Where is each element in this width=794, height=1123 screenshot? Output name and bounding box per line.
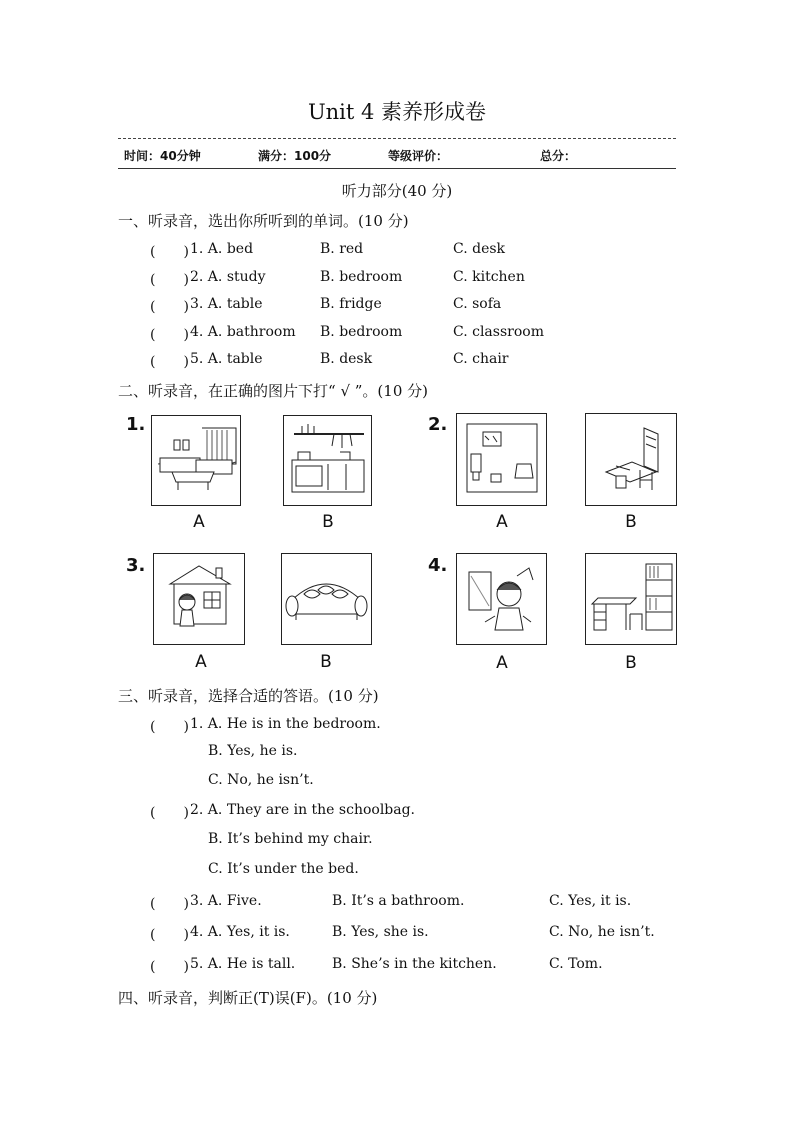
option-a: 2. A. study xyxy=(190,269,266,285)
option-b: B. Yes, she is. xyxy=(332,924,429,940)
picture-1b-kitchen[interactable] xyxy=(283,415,372,506)
picture-3b-sofa[interactable] xyxy=(281,553,372,645)
score-info: 满分：100分 xyxy=(258,149,332,163)
picture-2a-bedroom[interactable] xyxy=(456,413,547,506)
option-b: B. Yes, he is. xyxy=(208,743,298,759)
answer-blank[interactable]: ( ) xyxy=(150,354,189,370)
answer-blank[interactable]: ( ) xyxy=(150,805,189,821)
picture-1a-living-room[interactable] xyxy=(151,415,241,506)
option-a: 5. A. He is tall. xyxy=(190,956,296,972)
option-c: C. classroom xyxy=(453,324,544,340)
picture-4a-girl[interactable] xyxy=(456,553,547,645)
option-c: C. sofa xyxy=(453,296,502,312)
section-3-heading: 三、听录音，选择合适的答语。(10 分) xyxy=(118,687,379,705)
picture-number-3: 3. xyxy=(126,555,146,576)
answer-blank[interactable]: ( ) xyxy=(150,719,189,735)
picture-2b-study[interactable] xyxy=(585,413,677,506)
label-4b: B xyxy=(625,653,637,673)
label-3a: A xyxy=(195,652,207,672)
section-1-heading: 一、听录音，选出你所听到的单词。(10 分) xyxy=(118,212,409,230)
section-4-heading: 四、听录音，判断正(T)误(F)。(10 分) xyxy=(118,989,378,1007)
answer-blank[interactable]: ( ) xyxy=(150,299,189,315)
label-2b: B xyxy=(625,512,637,532)
listening-part-heading: 听力部分(40 分) xyxy=(341,182,453,200)
option-b: B. desk xyxy=(320,351,373,367)
option-b: B. fridge xyxy=(320,296,382,312)
option-a: 5. A. table xyxy=(190,351,263,367)
page-title: Unit 4 素养形成卷 xyxy=(307,100,487,124)
option-c: C. kitchen xyxy=(453,269,525,285)
answer-blank[interactable]: ( ) xyxy=(150,927,189,943)
picture-4b-desk-bookshelf[interactable] xyxy=(585,553,677,645)
answer-blank[interactable]: ( ) xyxy=(150,327,189,343)
option-c: C. It’s under the bed. xyxy=(208,861,359,877)
picture-number-4: 4. xyxy=(428,555,448,576)
label-2a: A xyxy=(496,512,508,532)
option-c: C. desk xyxy=(453,241,506,257)
answer-blank[interactable]: ( ) xyxy=(150,272,189,288)
option-a: 2. A. They are in the schoolbag. xyxy=(190,802,416,818)
option-a: 3. A. table xyxy=(190,296,263,312)
answer-blank[interactable]: ( ) xyxy=(150,959,189,975)
option-a: 1. A. He is in the bedroom. xyxy=(190,716,381,732)
dashed-divider xyxy=(118,138,676,139)
option-a: 3. A. Five. xyxy=(190,893,262,909)
picture-number-1: 1. xyxy=(126,414,146,435)
grade-info: 等级评价： xyxy=(388,149,449,163)
label-4a: A xyxy=(496,653,508,673)
picture-number-2: 2. xyxy=(428,414,448,435)
label-3b: B xyxy=(320,652,332,672)
label-1a: A xyxy=(193,512,205,532)
section-2-heading: 二、听录音，在正确的图片下打“ √ ”。(10 分) xyxy=(118,382,428,400)
option-c: C. Yes, it is. xyxy=(549,893,632,909)
answer-blank[interactable]: ( ) xyxy=(150,896,189,912)
option-b: B. She’s in the kitchen. xyxy=(332,956,497,972)
option-a: 4. A. bathroom xyxy=(190,324,296,340)
solid-divider xyxy=(118,168,676,169)
option-c: C. Tom. xyxy=(549,956,603,972)
option-a: 4. A. Yes, it is. xyxy=(190,924,290,940)
option-a: 1. A. bed xyxy=(190,241,254,257)
option-b: B. It’s a bathroom. xyxy=(332,893,465,909)
label-1b: B xyxy=(322,512,334,532)
option-c: C. No, he isn’t. xyxy=(208,772,314,788)
option-c: C. No, he isn’t. xyxy=(549,924,655,940)
picture-3a-house[interactable] xyxy=(153,553,245,645)
option-b: B. It’s behind my chair. xyxy=(208,831,373,847)
answer-blank[interactable]: ( ) xyxy=(150,244,189,260)
option-b: B. bedroom xyxy=(320,324,403,340)
time-info: 时间：40分钟 xyxy=(124,149,201,163)
option-b: B. red xyxy=(320,241,364,257)
total-info: 总分： xyxy=(540,149,577,163)
option-c: C. chair xyxy=(453,351,509,367)
option-b: B. bedroom xyxy=(320,269,403,285)
